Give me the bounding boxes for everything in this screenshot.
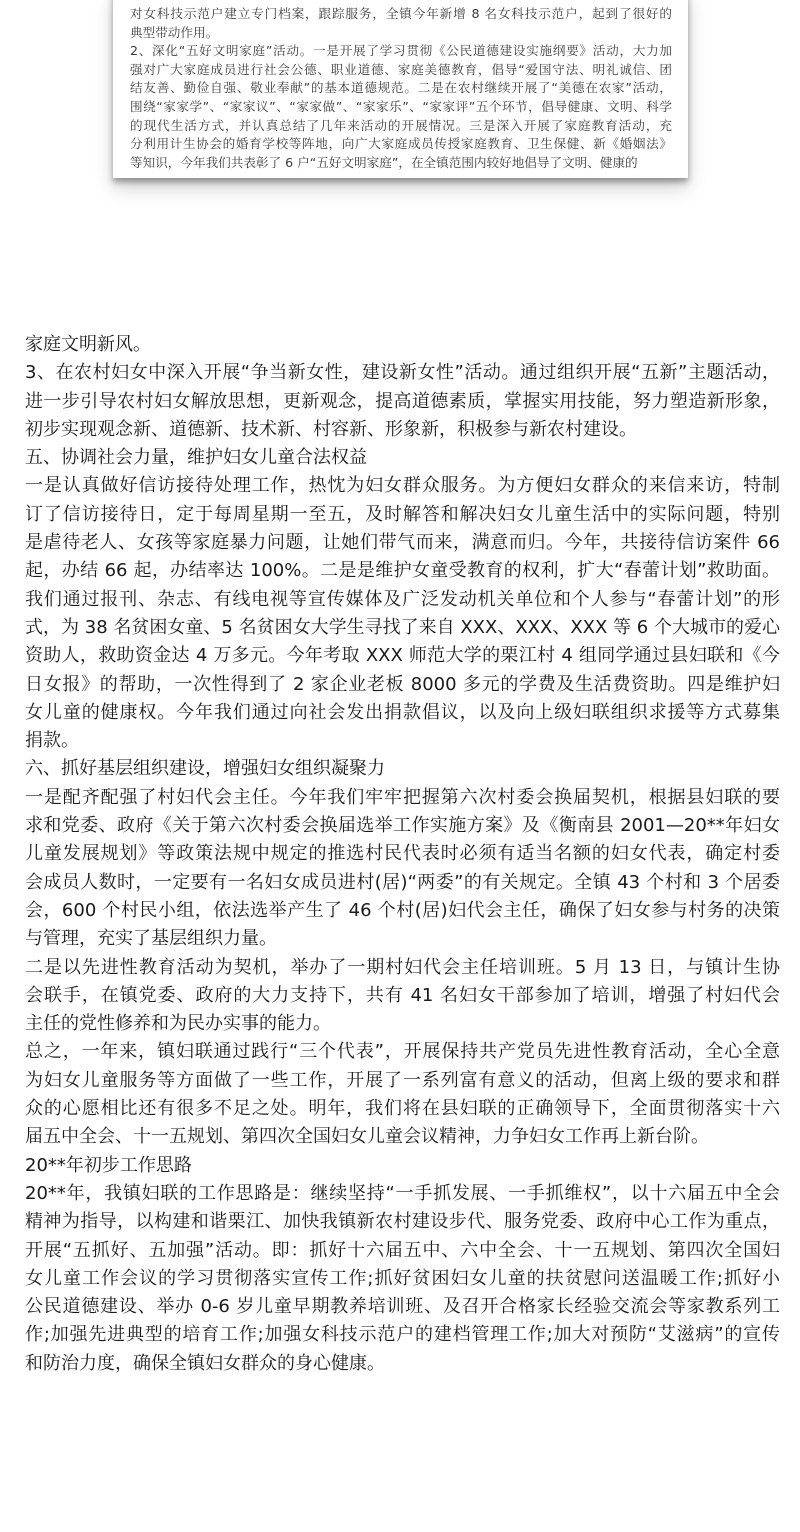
text-line: 捐款。: [25, 730, 79, 752]
text-line: 作;加强先进典型的培育工作;加强女科技示范户的建档管理工作;加大对预防“艾滋病”的宣传: [25, 1324, 780, 1346]
text-line: 与管理，充实了基层组织力量。: [25, 928, 277, 950]
text-line: 式，为 38 名贫困女童、5 名贫困女大学生寻找了来自 XXX、XXX、XXX 等 6 个大城市的爱心: [25, 616, 780, 638]
text-line: 起，办结 66 起，办结率达 100%。二是是维护女童受教育的权利，扩大“春蕾计划”救助面。: [25, 560, 780, 582]
text-line: 六、抓好基层组织建设，增强妇女组织凝聚力: [25, 758, 385, 780]
text-line: 我们通过报刊、杂志、有线电视等宣传媒体及广泛发动机关单位和个人参与“春蕾计划”的形: [25, 588, 780, 610]
text-line: 开展“五抓好、五加强”活动。即：抓好十六届五中、六中全会、十一五规划、第四次全国妇: [25, 1239, 780, 1261]
text-line: 公民道德建设、举办 0-6 岁儿童早期教养培训班、及召开合格家长经验交流会等家教系列工: [25, 1296, 780, 1318]
text-line: 众的心愿相比还有很多不足之处。明年，我们将在县妇联的正确领导下，全面贯彻落实十六: [25, 1098, 780, 1120]
text-line: 对女科技示范户建立专门档案，跟踪服务，全镇今年新增 8 名女科技示范户，起到了很好的: [130, 6, 672, 21]
paragraph: [25, 472, 780, 755]
document-body: [25, 331, 780, 1378]
text-line: 是虐待老人、女孩等家庭暴力问题，让她们带气而来，满意而归。今年，共接待信访案件 66: [25, 532, 780, 554]
paragraph: [130, 5, 672, 42]
paragraph: [130, 42, 672, 172]
preview-page-text: [130, 0, 672, 172]
text-line: 日女报》的帮助，一次性得到了 2 家企业老板 8000 多元的学费及生活费资助。四是维护妇: [25, 673, 780, 695]
text-line: 初步实现观念新、道德新、技术新、村容新、形象新，积极参与新农村建设。: [25, 418, 637, 440]
text-line: 五、协调社会力量，维护妇女儿童合法权益: [25, 447, 367, 469]
text-line: 一是认真做好信访接待处理工作，热忱为妇女群众服务。为方便妇女群众的来信来访，特制: [25, 475, 780, 497]
text-line: 资助人，救助资金达 4 万多元。今年考取 XXX 师范大学的栗江村 4 组同学通过县妇联和《今: [25, 645, 780, 667]
text-line: 3、在农村妇女中深入开展“争当新女性，建设新女性”活动。通过组织开展“五新”主题活动，: [25, 362, 780, 384]
text-line: 等知识，今年我们共表彰了 6 户“五好文明家庭”，在全镇范围内较好地倡导了文明、健康的: [130, 154, 638, 170]
text-line: 女儿童工作会议的学习贯彻落实宣传工作;抓好贫困妇女儿童的扶贫慰问送温暖工作;抓好小: [25, 1267, 780, 1289]
text-line: 结友善、勤俭自强、敬业奉献”的基本道德规范。二是在农村继续开展了“美德在农家”活动，: [130, 80, 672, 96]
paragraph: [25, 444, 780, 472]
text-line: 二是以先进性教育活动为契机，举办了一期村妇代会主任培训班。5 月 13 日，与镇计生协: [25, 956, 780, 978]
text-line: 20**年，我镇妇联的工作思路是：继续坚持“一手抓发展、一手抓维权”，以十六届五中全会: [25, 1182, 780, 1204]
text-line: 会联手，在镇党委、政府的大力支持下，共有 41 名妇女干部参加了培训，增强了村妇代会: [25, 984, 780, 1006]
paragraph: [25, 1180, 780, 1378]
text-line: 强对广大家庭成员进行社会公德、职业道德、家庭美德教育，倡导“爱国守法、明礼诚信、团: [130, 61, 672, 77]
text-line: 的现代生活方式，并认真总结了几年来活动的开展情况。三是深入开展了家庭教育活动，充: [130, 117, 672, 133]
text-line: 女儿童的健康权。今年我们通过向社会发出捐款倡议，以及向上级妇联组织求援等方式募集: [25, 701, 780, 723]
text-line: 分利用计生协会的婚育学校等阵地，向广大家庭成员传授家庭教育、卫生保健、新《婚姻法》: [130, 136, 672, 152]
text-line: 届五中全会、十一五规划、第四次全国妇女儿童会议精神，力争妇女工作再上新台阶。: [25, 1126, 709, 1148]
paragraph: [25, 331, 780, 359]
document-page-preview: [113, 0, 688, 178]
text-line: 精神为指导，以构建和谐栗江、加快我镇新农村建设步代、服务党委、政府中心工作为重点，: [25, 1211, 780, 1233]
paragraph: [25, 784, 780, 954]
text-line: 一是配齐配强了村妇代会主任。今年我们牢牢把握第六次村委会换届契机，根据县妇联的要: [25, 786, 780, 808]
paragraph: [25, 755, 780, 783]
text-line: 20**年初步工作思路: [25, 1154, 192, 1176]
text-line: 订了信访接待日，定于每周星期一至五，及时解答和解决妇女儿童生活中的实际问题，特别: [25, 503, 780, 525]
text-line: 会，600 个村民小组，依法选举产生了 46 个村(居)妇代会主任，确保了妇女参与村务的决策: [25, 899, 780, 921]
text-line: 儿童发展规划》等政策法规中规定的推选村民代表时必须有适当名额的妇女代表，确定村委: [25, 843, 780, 865]
text-line: 进一步引导农村妇女解放思想，更新观念，提高道德素质，掌握实用技能，努力塑造新形象，: [25, 390, 780, 412]
paragraph: [25, 1038, 780, 1151]
paragraph: [25, 359, 780, 444]
text-line: 为妇女儿童服务等方面做了一些工作，开展了一系列富有意义的活动，但离上级的要求和群: [25, 1069, 780, 1091]
text-line: 会成员人数时，一定要有一名妇女成员进村(居)“两委”的有关规定。全镇 43 个村和 3 个居委: [25, 871, 780, 893]
text-line: 求和党委、政府《关于第六次村委会换届选举工作实施方案》及《衡南县 2001—20**年妇女: [25, 815, 780, 837]
text-line: 和防治力度，确保全镇妇女群众的身心健康。: [25, 1352, 385, 1374]
text-line: 总之，一年来，镇妇联通过践行“三个代表”，开展保持共产党员先进性教育活动，全心全意: [25, 1041, 780, 1063]
text-line: 2、深化“五好文明家庭”活动。一是开展了学习贯彻《公民道德建设实施纲要》活动，大力加: [130, 43, 672, 59]
text-line: 主任的党性修养和为民办实事的能力。: [25, 1013, 331, 1035]
paragraph: [25, 954, 780, 1039]
text-line: 围绕“家家学”、“家家议”、“家家做”、“家家乐”、“家家评”五个环节，倡导健康、文明、科学: [130, 98, 672, 114]
text-line: 家庭文明新风。: [25, 334, 151, 355]
text-line: 典型带动作用。: [130, 24, 219, 40]
paragraph: [25, 1152, 780, 1180]
